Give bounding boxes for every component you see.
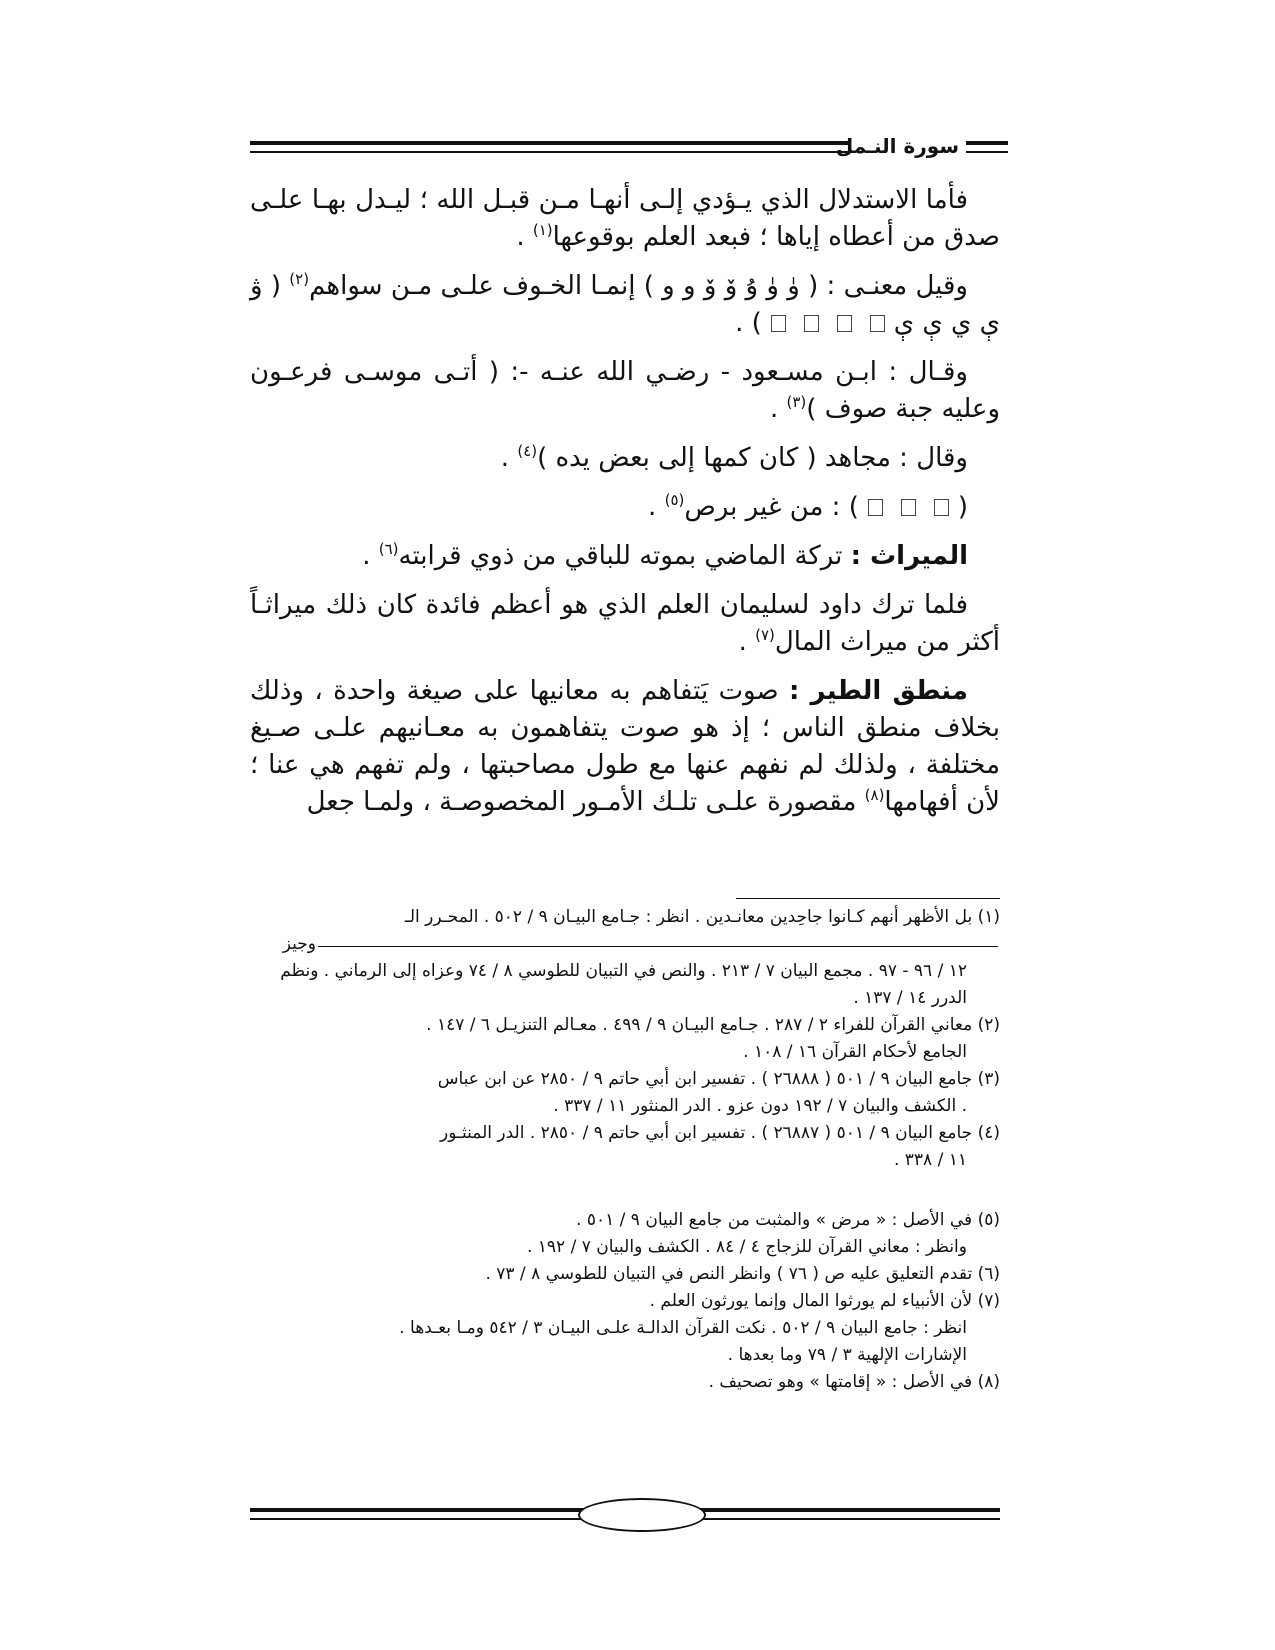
- paragraph-4: [250, 440, 1000, 477]
- footer-rule-right: [694, 1508, 1000, 1520]
- missing-glyph-icon: [868, 499, 883, 516]
- paragraph-4-end: .: [500, 443, 518, 473]
- missing-glyph-icon: [901, 499, 916, 516]
- paragraph-5-open: (: [957, 492, 968, 522]
- paragraph-6-end: .: [362, 541, 379, 571]
- footnote-6: [250, 1261, 1000, 1288]
- footnote-1-word: وجيز: [282, 934, 316, 954]
- paragraph-4-text: وقال : مجاهد ( كان كمها إلى بعض يده ): [537, 443, 968, 473]
- footnote-1: [250, 904, 1000, 1012]
- missing-glyph-icon: [771, 315, 786, 332]
- paragraph-3-text: وقـال : ابـن مسـعود - رضـي الله عنـه -: ( أتـى موسـى فرعـون وعليه جبة صوف ): [250, 357, 1000, 424]
- footnote-8-line-1: (٨) في الأصل : « إقامتها » وهو تصحيف .: [708, 1372, 1000, 1392]
- footnote-3-line-1: (٣) جامع البيان ٩ / ٥٠١ ( ٢٦٨٨٨ ) . تفسير ابن أبي حاتم ٩ / ٢٨٥٠ عن ابن عباس: [437, 1069, 1000, 1089]
- footnote-6-line-1: (٦) تقدم التعليق عليه ص ( ٧٦ ) وانظر النص في التبيان للطوسي ٨ / ٧٣ .: [485, 1264, 1000, 1284]
- paragraph-1-text: فأما الاستدلال الذي يـؤدي إلـى أنهـا مـن قبـل الله ؛ ليـدل بهـا علـى صدق من أعطاه إياها ؛ فبعد العلم بوقوعها: [250, 185, 1000, 252]
- footnote-ref-1: (١): [532, 221, 553, 239]
- footnote-7: [250, 1288, 1000, 1369]
- paragraph-2: [250, 268, 1000, 342]
- term-inheritance: الميراث :: [850, 541, 968, 571]
- missing-glyph-icon: [804, 315, 819, 332]
- missing-glyph-icon: [934, 499, 949, 516]
- footnote-1-rule: [318, 946, 998, 947]
- paragraph-8: [250, 673, 1000, 821]
- footnote-ref-8: (٨): [864, 786, 885, 804]
- main-body-text: [250, 182, 1000, 833]
- paragraph-7: [250, 587, 1000, 661]
- paragraph-6-text: تركة الماضي بموته للباقي من ذوي قرابته: [398, 541, 851, 571]
- header-rule-left: [250, 141, 850, 153]
- footnote-separator: [736, 898, 1000, 899]
- paragraph-1: [250, 182, 1000, 256]
- paragraph-5: [250, 489, 1000, 526]
- missing-glyph-icon: [837, 315, 852, 332]
- footnote-2: [250, 1012, 1000, 1066]
- running-header-title: سورة النـمل: [835, 134, 959, 158]
- paragraph-1-end: .: [516, 222, 533, 252]
- paragraph-7-text: فلما ترك داود لسليمان العلم الذي هو أعظم فائدة كان ذلك ميراثـاً أكثر من ميراث المال: [250, 590, 1000, 657]
- footnote-gap: [250, 1174, 1000, 1207]
- footnote-3-continuation: . الكشف والبيان ٧ / ١٩٢ دون عزو . الدر المنثور ١١ / ٣٣٧ .: [553, 1096, 967, 1116]
- missing-glyph-icon: [870, 315, 885, 332]
- footnote-ref-7: (٧): [755, 626, 775, 644]
- footnote-4: [250, 1120, 1000, 1174]
- footnote-7-line-1: (٧) لأن الأنبياء لم يورثوا المال وإنما يورثون العلم .: [649, 1291, 1000, 1311]
- footnote-2-continuation: الجامع لأحكام القرآن ١٦ / ١٠٨ .: [743, 1042, 967, 1062]
- paragraph-3: [250, 354, 1000, 428]
- footnote-7-continuation-2: الإشارات الإلهية ٣ / ٧٩ وما بعدها .: [727, 1345, 967, 1365]
- footnote-1-continuation: ١٢ / ٩٦ - ٩٧ . مجمع البيان ٧ / ٢١٣ . والنص في التبيان للطوسي ٨ / ٧٤ وعزاه إلى الرماني . ونظم الدرر ١٤ / ١٣٧ .: [280, 961, 967, 1008]
- page-number-oval: [578, 1498, 706, 1532]
- footnote-5-line-1: (٥) في الأصل : « مرض » والمثبت من جامع البيان ٩ / ٥٠١ .: [576, 1210, 1000, 1230]
- paragraph-7-end: .: [738, 627, 756, 657]
- footnote-ref-3: (٣): [786, 393, 807, 411]
- footnote-ref-4: (٤): [517, 442, 538, 460]
- paragraph-8-end: مقصورة علـى تلـك الأمـور المخصوصـة ، ولمـا جعل: [306, 787, 865, 817]
- footnote-2-line-1: (٢) معاني القرآن للفراء ٢ / ٢٨٧ . جـامع البيـان ٩ / ٤٩٩ . معـالم التنزيـل ٦ / ١٤٧ .: [426, 1015, 1000, 1035]
- footnote-8: [250, 1369, 1000, 1396]
- footnote-4-continuation: ١١ / ٣٣٨ .: [893, 1150, 967, 1170]
- footnote-5-continuation: وانظر : معاني القرآن للزجاج ٤ / ٨٤ . الكشف والبيان ٧ / ١٩٢ .: [526, 1237, 967, 1257]
- footnote-1-line-1: (١) بل الأظهر أنهم كـانوا جاحِدين معانـدين . انظر : جـامع البيـان ٩ / ٥٠٢ . المحـرر الـ: [404, 907, 1000, 927]
- footnote-4-line-1: (٤) جامع البيان ٩ / ٥٠١ ( ٢٦٨٨٧ ) . تفسير ابن أبي حاتم ٩ / ٢٨٥٠ . الدر المنثـور: [440, 1123, 1000, 1143]
- footnote-ref-6: (٦): [378, 540, 399, 558]
- paragraph-5-end: .: [648, 492, 665, 522]
- term-bird-speech: منطق الطير :: [788, 676, 968, 706]
- footnote-ref-5: (٥): [664, 491, 685, 509]
- paragraph-2-quran: ( ۋ ې ي ې ې: [250, 271, 1000, 338]
- paragraph-6: [250, 538, 1000, 575]
- footnote-3: [250, 1066, 1000, 1120]
- footer-rule-left: [250, 1508, 586, 1520]
- paragraph-3-end: .: [769, 394, 787, 424]
- paragraph-2-text: وقيل معنـى : ( ۈ ۈ ۇ ۆ ۆ و و ) إنمـا الخـوف علـى مـن سواهم: [309, 271, 968, 301]
- footnote-5: [250, 1207, 1000, 1261]
- paragraph-2-end: ) .: [735, 308, 762, 338]
- footnotes: [250, 904, 1000, 1396]
- header-rule-right: [966, 141, 1008, 153]
- footnote-7-continuation-1: انظر : جامع البيان ٩ / ٥٠٢ . نكت القرآن الدالـة علـى البيـان ٣ / ٥٤٢ ومـا بعـدها .: [399, 1318, 967, 1338]
- footnote-ref-2: (٢): [289, 270, 310, 288]
- paragraph-5-text: ) : من غير برص: [684, 492, 859, 522]
- paragraph-8-text: صوت يَتفاهم به معانيها على صيغة واحدة ، وذلك بخلاف منطق الناس ؛ إذ هو صوت يتفاهمون به معـانيهم علـى صـيغ مختلفة ، ولذلك لم نفهم عنها مع طول مصاحبتها ، ولم تفهم هي عنا ؛ لأن أفهامها: [250, 676, 1000, 817]
